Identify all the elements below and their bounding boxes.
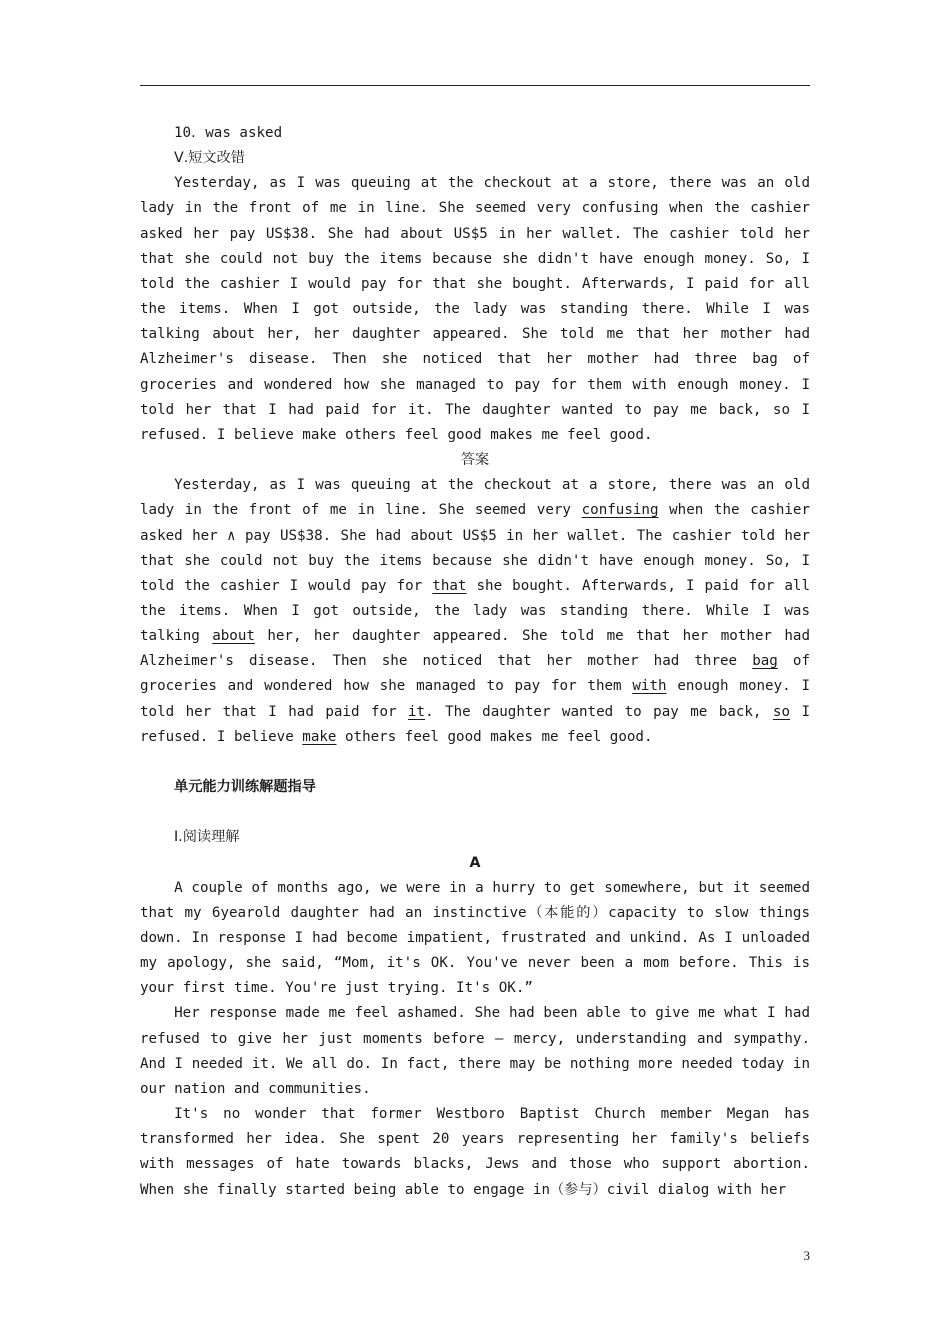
corrected-word: so [772,703,790,720]
error-correction-passage: Yesterday, as I was queuing at the checkout at a store, there was an old lady in the front of me in line. She seemed very confusing when the cashier asked her pay US$38. She had about US$5 in her wallet. The cashier told her that she could not buy the items because she didn't have enough money. So, I told the cashier I would pay for that she bought. Afterwards, I paid for all the items. When I got outside, the lady was standing there. While I was talking about her, her daughter appeared. She told me that her mother had Alzheimer's disease. Then she noticed that her mother had three bag of groceries and wondered how she managed to pay for them with enough money. I told her that I had paid for it. The daughter wanted to pay me back, so I refused. I believe make others feel good makes me feel good. [140,175,810,443]
section-title-reading: Ⅰ.阅读理解 [174,829,240,846]
corrected-word: it [408,703,426,720]
passage-a-paragraph: Her response made me feel ashamed. She had been able to give me what I had refused to give her just moments before — mercy, understanding and sympathy. And I needed it. We all do. In fact, there may be nothing more needed today in our nation and communities. [140,1005,810,1097]
section-title-error-correction: Ⅴ.短文改错 [174,150,245,167]
page-number: 3 [803,1248,810,1263]
corrected-word: with [632,678,667,695]
answer-passage: Yesterday, as I was queuing at the checkout at a store, there was an old lady in the front of me in line. She seemed very confusing when the cashier asked her ∧ pay US$38. She had about US$5 in her wallet. The cashier told her that she could not buy the items because she didn't have enough money. So, I told the cashier I would pay for that she bought. Afterwards, I paid for all the items. When I got outside, the lady was standing there. While I was talking about her, her daughter appeared. She told me that her mother had Alzheimer's disease. Then she noticed that her mother had three bag of groceries and wondered how she managed to pay for them with enough money. I told her that I had paid for it. The daughter wanted to pay me back, so I refused. I believe make others feel good makes me feel good. [140,477,811,745]
answer-item-10: 10．was asked [174,125,283,141]
corrected-word: make [302,728,337,745]
corrected-word: about [212,628,255,645]
passage-a-paragraph: It's no wonder that former Westboro Baptist Church member Megan has transformed her idea. She spent 20 years representing her family's beliefs with messages of hate towards blacks, Jews and those who support abortion. When she finally started being able to engage in（参与）civil dialog with her [140,1106,810,1198]
corrected-word: confusing [581,502,659,519]
corrected-word: that [432,577,467,594]
passage-label-a: A [469,854,481,871]
answer-heading: 答案 [460,452,490,469]
passage-a-paragraph: A couple of months ago, we were in a hurry to get somewhere, but it seemed that my 6yearold daughter had an instinctive（本能的）capacity to slow things down. In response I had become impatient, frustrated and unkind. As I unloaded my apology, she said, “Mom, it's OK. You've never been a mom before. This is your first time. You're just trying. It's OK.” [140,879,810,997]
corrected-word: bag [752,653,778,670]
unit-title: 单元能力训练解题指导 [174,779,316,796]
page-body [140,121,810,1203]
header-rule [140,85,810,86]
